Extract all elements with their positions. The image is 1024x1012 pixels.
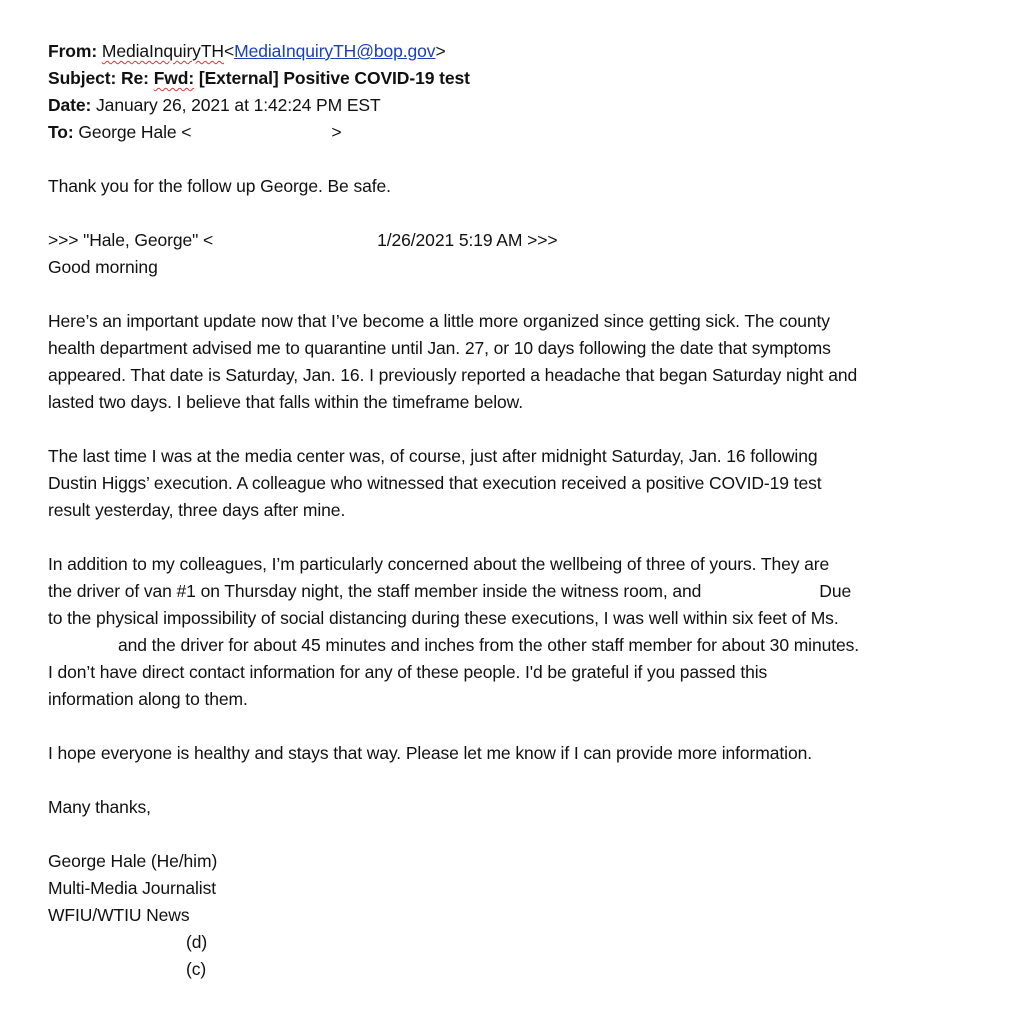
subject-text: [External] Positive COVID-19 test xyxy=(198,68,470,88)
paragraph-3 xyxy=(48,551,988,713)
paragraph-line: health department advised me to quarantine until Jan. 27, or 10 days following the date that symptoms xyxy=(48,338,831,358)
paragraph-line: I don’t have direct contact information for any of these people. I'd be grateful if you passed this xyxy=(48,662,768,682)
email-document xyxy=(48,38,988,983)
paragraph-line: appeared. That date is Saturday, Jan. 16. I previously reported a headache that began Saturday night and xyxy=(48,365,858,385)
spacer xyxy=(48,524,988,551)
spacer xyxy=(48,713,988,740)
quoted-timestamp: 1/26/2021 5:19 AM >>> xyxy=(377,230,558,250)
paragraph-line-with-redaction xyxy=(48,578,988,605)
to-label: To: xyxy=(48,122,74,142)
spacer xyxy=(48,821,988,848)
quoted-marker-start: >>> "Hale, George" < xyxy=(48,230,214,250)
to-name: George Hale < xyxy=(78,122,192,142)
to-close-bracket: > xyxy=(331,122,342,142)
quoted-marker-line xyxy=(48,227,988,254)
from-name: MediaInquiryTH xyxy=(101,41,224,61)
spacer xyxy=(48,200,988,227)
paragraph-line: lasted two days. I believe that falls within the timeframe below. xyxy=(48,392,523,412)
signature-block xyxy=(48,848,988,983)
redaction-code: (d) xyxy=(186,932,208,952)
paragraph-4: I hope everyone is healthy and stays that way. Please let me know if I can provide more information. xyxy=(48,743,812,763)
signature-org: WFIU/WTIU News xyxy=(48,905,190,925)
subject-fwd: Fwd: xyxy=(153,68,195,88)
paragraph-1 xyxy=(48,308,988,416)
from-email-link[interactable]: MediaInquiryTH@bop.gov xyxy=(234,41,436,61)
paragraph-line: Dustin Higgs’ execution. A colleague who witnessed that execution received a positive COVID-19 test xyxy=(48,473,822,493)
from-line xyxy=(48,38,988,65)
to-line xyxy=(48,119,988,146)
subject-line xyxy=(48,65,988,92)
paragraph-line: information along to them. xyxy=(48,689,248,709)
paragraph-line: The last time I was at the media center was, of course, just after midnight Saturday, Jan. 16 following xyxy=(48,446,818,466)
date-label: Date: xyxy=(48,95,92,115)
from-close-bracket: > xyxy=(435,41,446,61)
signature-name: George Hale (He/him) xyxy=(48,851,218,871)
date-value: January 26, 2021 at 1:42:24 PM EST xyxy=(96,95,381,115)
subject-prefix: Re: xyxy=(121,68,149,88)
closing: Many thanks, xyxy=(48,797,151,817)
spacer xyxy=(48,146,988,173)
paragraph-2 xyxy=(48,443,988,524)
quoted-greeting: Good morning xyxy=(48,257,158,277)
spacer xyxy=(48,767,988,794)
spacer xyxy=(48,416,988,443)
paragraph-line-indented: and the driver for about 45 minutes and inches from the other staff member for about 30 minutes. xyxy=(118,635,860,655)
subject-label: Subject: xyxy=(48,68,117,88)
signature-title: Multi-Media Journalist xyxy=(48,878,216,898)
reply-text: Thank you for the follow up George. Be safe. xyxy=(48,176,391,196)
paragraph-line: In addition to my colleagues, I’m particularly concerned about the wellbeing of three of yours. They are xyxy=(48,554,830,574)
from-label: From: xyxy=(48,41,98,61)
date-line xyxy=(48,92,988,119)
paragraph-line: result yesterday, three days after mine. xyxy=(48,500,346,520)
spacer xyxy=(48,281,988,308)
redaction-code: (c) xyxy=(186,959,207,979)
paragraph-line: to the physical impossibility of social distancing during these executions, I was well within six feet of Ms. xyxy=(48,608,839,628)
paragraph-line: Here’s an important update now that I’ve become a little more organized since getting sick. The county xyxy=(48,311,830,331)
paragraph-line-text: the driver of van #1 on Thursday night, the staff member inside the witness room, and xyxy=(48,581,702,601)
from-open-bracket: < xyxy=(223,41,235,61)
paragraph-line-text: Due xyxy=(819,581,852,601)
